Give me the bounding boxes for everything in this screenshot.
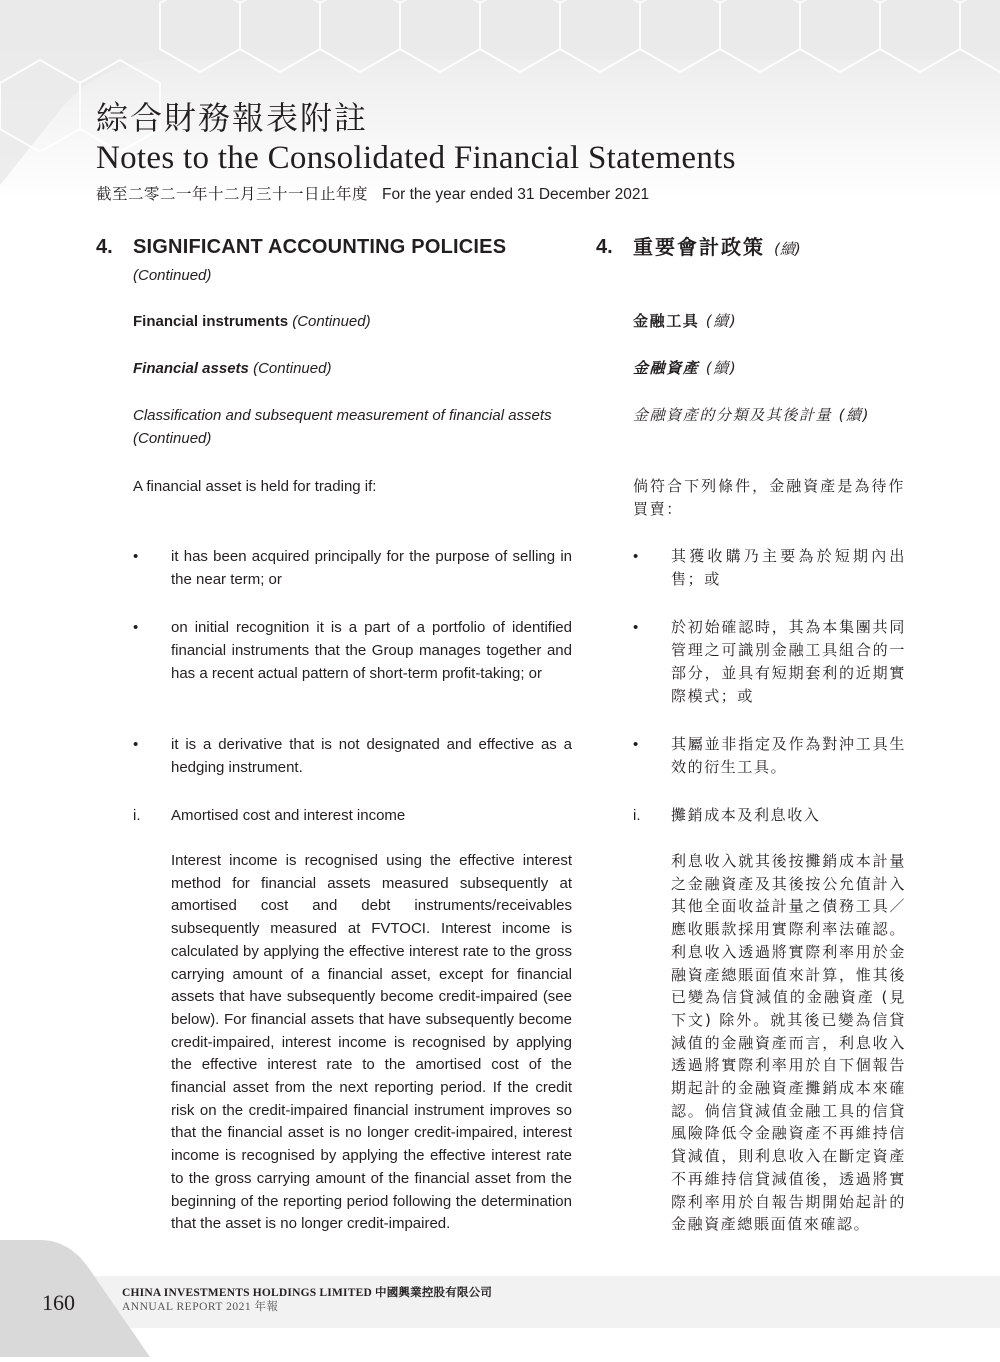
subheading-continued: (續) — [705, 312, 738, 330]
bullet-marker: • — [633, 736, 639, 753]
item-body-paragraph: Interest income is recognised using the effective interest method for financial assets measured subsequently at amortised cost and debt instruments/receivables subsequently measured at FVTOCI. Interest income is calculated by applying the effective interest rate to the gross carrying amount of a financial asset, except for financial assets that have subsequently become credit-impaired (see below). For financial assets that have subsequently become credit-impaired, interest income is recognised by applying the effective interest rate to the amortised cost of the financial asset from the next reporting period. If the credit risk on the credit-impaired financial instrument improves so that the financial asset is no longer credit-impaired, interest income is recognised by applying the effective interest rate to the gross carrying amount of the financial asset from the beginning of the reporting period following the determination that the asset is no longer credit-impaired. — [171, 852, 572, 1233]
bullet-item-chinese: 其屬並非指定及作為對沖工具生效的衍生工具。 — [671, 735, 906, 776]
intro-paragraph: A financial asset is held for trading if: — [133, 478, 377, 495]
subheading-classification-line: Classification and subsequent measurement of financial assets — [133, 407, 552, 424]
item-body-paragraph-chinese: 利息收入就其後按攤銷成本計量之金融資產及其後按公允值計入其他全面收益計量之債務工具／應收賬款採用實際利率法確認。利息收入透過將實際利率用於金融資產總賬面值來計算，惟其後已變為信貸減值的金融資產 (見下文) 除外。就其後已變為信貸減值的金融資產而言，利息收入透過將實際利率用於自下個報告期起計的金融資產攤銷成本來確認。倘信貸減值金融工具的信貸風險降低令金融資產不再維持信貸減值，則利息收入在斷定資產不再維持信貸減值後，透過將實際利率用於自報告期開始起計的金融資產總賬面值來確認。 — [671, 852, 906, 1234]
subheading-financial-instruments-chinese — [633, 310, 737, 333]
subheading-classification-continued: (Continued) — [133, 430, 212, 447]
english-column — [96, 236, 572, 1233]
page-title-chinese: 綜合財務報表附註 — [96, 99, 369, 137]
subheading-classification — [133, 404, 573, 450]
bullet-marker: • — [633, 548, 639, 565]
subheading-bold: 金融工具 — [633, 312, 700, 330]
bullet-item: it has been acquired principally for the purpose of selling in the near term; or — [171, 548, 572, 588]
item-marker: i. — [633, 807, 641, 824]
section-title: SIGNIFICANT ACCOUNTING POLICIES — [133, 236, 507, 258]
item-title: Amortised cost and interest income — [171, 807, 406, 824]
section-continued: (續) — [773, 240, 801, 258]
subheading-continued: (Continued) — [292, 313, 371, 330]
section-number: 4. — [96, 236, 113, 258]
report-title: ANNUAL REPORT 2021 年報 — [122, 1301, 279, 1313]
bullet-marker: • — [133, 548, 139, 565]
subheading-financial-assets-chinese — [633, 357, 737, 380]
bullet-item-chinese: 於初始確認時，其為本集團共同管理之可識別金融工具組合的一部分，並具有短期套利的近期實際模式；或 — [671, 618, 906, 705]
subtitle-chinese: 截至二零二一年十二月三十一日止年度 — [96, 185, 369, 203]
subheading-bold: Financial instruments — [133, 313, 289, 330]
bullet-item: it is a derivative that is not designated and effective as a hedging instrument. — [171, 736, 572, 776]
chinese-column — [596, 235, 906, 1234]
bullet-item-chinese: 其獲收購乃主要為於短期內出售；或 — [671, 547, 906, 588]
item-marker: i. — [133, 807, 141, 824]
page-subtitle — [96, 184, 736, 205]
page-title-english: Notes to the Consolidated Financial Statements — [96, 140, 736, 176]
bullet-item: on initial recognition it is a part of a portfolio of identified financial instruments that the Group manages together and has a recent actual pattern of short-term profit-taking; or — [171, 619, 572, 682]
subheading-financial-assets — [133, 357, 331, 380]
subheading-continued: (Continued) — [253, 360, 332, 377]
bullet-marker: • — [133, 736, 139, 753]
section-title-chinese — [633, 236, 801, 261]
bullet-marker: • — [633, 619, 639, 636]
company-name: CHINA INVESTMENTS HOLDINGS LIMITED 中國興業控股有限公司 — [122, 1287, 493, 1299]
section-heading-chinese — [596, 236, 906, 286]
bullet-marker: • — [133, 619, 139, 636]
page-number: 160 — [42, 1290, 75, 1315]
section-title-text: 重要會計政策 — [633, 235, 765, 259]
intro-paragraph-chinese: 倘符合下列條件，金融資產是為待作買賣： — [633, 477, 905, 518]
page-header — [96, 98, 736, 205]
section-heading — [96, 236, 572, 286]
subtitle-english: For the year ended 31 December 2021 — [382, 186, 650, 203]
subheading-classification-chinese: 金融資產的分類及其後計量 (續) — [633, 406, 871, 424]
subheading-bold-italic: 金融資產 — [633, 359, 700, 377]
item-title-chinese: 攤銷成本及利息收入 — [671, 806, 821, 824]
section-continued: (Continued) — [133, 267, 212, 284]
subheading-bold-italic: Financial assets — [133, 360, 249, 377]
section-number: 4. — [596, 236, 613, 258]
subheading-financial-instruments — [133, 310, 371, 333]
subheading-continued: (續) — [705, 359, 738, 377]
footer-text — [122, 1286, 492, 1314]
